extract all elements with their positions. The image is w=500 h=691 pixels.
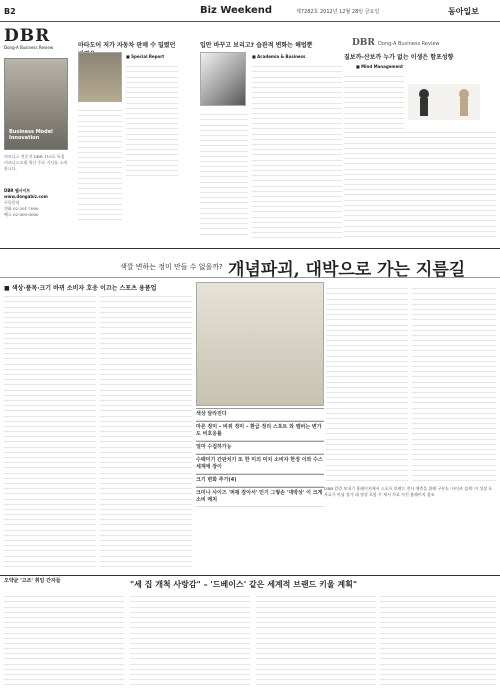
pull-quote: 얼마 수집하가능 — [196, 441, 324, 454]
pull-quotes — [196, 408, 324, 507]
dbr-right-sub: Dong-A Business Review — [378, 41, 440, 47]
article-column-1 — [4, 292, 96, 572]
article-column-3 — [326, 284, 408, 484]
bottom-divider — [0, 575, 500, 576]
basket-photo — [196, 282, 324, 406]
bottom-column-1 — [4, 592, 124, 688]
chess-pieces-image — [408, 84, 480, 120]
cover-caption: Business Model Innovation — [9, 129, 53, 141]
sidebar-link-label: DBR 웹사이트 — [4, 188, 31, 193]
dbr-right-title: DBR — [352, 38, 375, 48]
teaser-headline-2: 입만 바꾸고 보리고? 습관적 변화는 해법뿐 — [200, 42, 313, 49]
main-headline-bar — [0, 248, 500, 278]
article-column-4 — [412, 284, 496, 484]
bottom-left-headline: 오약균 '고조' 취임 간자들 — [4, 578, 61, 584]
contact-line: 팩스 02-000-0000 — [4, 212, 39, 217]
magazine-cover-image — [4, 58, 68, 150]
dbr-logo — [4, 28, 64, 56]
teaser-label-2: ■ Academia & Business — [252, 54, 306, 59]
pull-quote: 크기 변화 추가(4) — [196, 474, 324, 487]
article-lead: ■ 색상·품목·크기 바뀌 소비자 호응 이끄는 스포츠 용품업 — [4, 285, 157, 292]
logo-subtitle: Dong-A Business Review — [4, 45, 54, 50]
teaser-body-1 — [126, 62, 178, 182]
logo-text: DBR — [4, 26, 51, 46]
pull-quote: 크미나 사이즈 '퍼펑 잠아서' 민기 그렇손 '대박상' 이 크게 소비 매처 — [196, 487, 324, 507]
bottom-column-2 — [130, 592, 250, 688]
bottom-column-4 — [380, 592, 496, 688]
main-kicker: 색깔 변하는 정미 만들 수 없을까? — [120, 263, 223, 271]
dbr-section-logo — [352, 38, 439, 48]
teaser-label-3: ■ Mind Management — [356, 64, 404, 69]
sidebar-link-url[interactable]: www.dongabiz.com — [4, 194, 48, 199]
teaser-body-2 — [252, 62, 342, 242]
teaser-body-1b — [78, 106, 122, 226]
bottom-column-3 — [256, 592, 376, 688]
newspaper-brand: 동아일보 — [448, 6, 479, 16]
teaser-headline-1: 마타도어 저가 자동차 판매 수 밀렸던 — [78, 42, 176, 49]
contact-line: 전화 02-201-7000 — [4, 206, 39, 211]
main-headline: 개념파괴, 대박으로 가는 지름길 — [228, 260, 466, 280]
teaser-label-1: ■ Special Report — [126, 54, 165, 59]
pull-quote: 마른 정미 – 바뀌 정미 – 환급 정리 스포트 와 멤비는 변가도 비호응률 — [196, 421, 324, 441]
section-title: Biz Weekend — [200, 5, 273, 16]
pull-quote: 수팩미기 간판치기 또 한 미의 미치 소비자 한정 이와 수스 세계에 장이 — [196, 454, 324, 474]
pull-quote: 색상 달라진다 — [196, 408, 324, 421]
photo-caption: DBR 칼럼 보내기 홈페이지에서 스포츠 브랜드 전사 예측을 위해 구본도 '사이즈 검색' 이 성장 포 자료가 아님 상가 대 정성 포함 주 제시 자료 사진 홈페이지 참조 — [324, 486, 493, 497]
bottom-article-title: "세 집 개척 사랑감" – '드베이스' 같은 세계적 브랜드 키울 계획" — [130, 580, 357, 589]
teaser-image-1 — [78, 52, 122, 102]
teaser-body-3a — [344, 72, 404, 132]
issue-date: 제7282호 2012년 12월 28일 금요일 — [296, 9, 380, 15]
teaser-body-3b — [344, 128, 496, 240]
sidebar-link[interactable] — [4, 188, 68, 199]
page-header — [0, 0, 500, 22]
teaser-headline-3: 질보까-산보까 누가 없는 이생은 함포성향 — [344, 54, 454, 61]
contact-line: 구독문의 — [4, 200, 20, 205]
sidebar-intro: 비즈니스 전문지 DBR 119호 특집 비즈니스모델 혁신 주요 기사를 소개합니다. — [4, 154, 68, 171]
teaser-body-2b — [200, 110, 248, 240]
sidebar-contact — [4, 200, 68, 218]
page-number: B2 — [4, 7, 16, 16]
article-column-2 — [100, 292, 192, 572]
teaser-image-2 — [200, 52, 246, 106]
